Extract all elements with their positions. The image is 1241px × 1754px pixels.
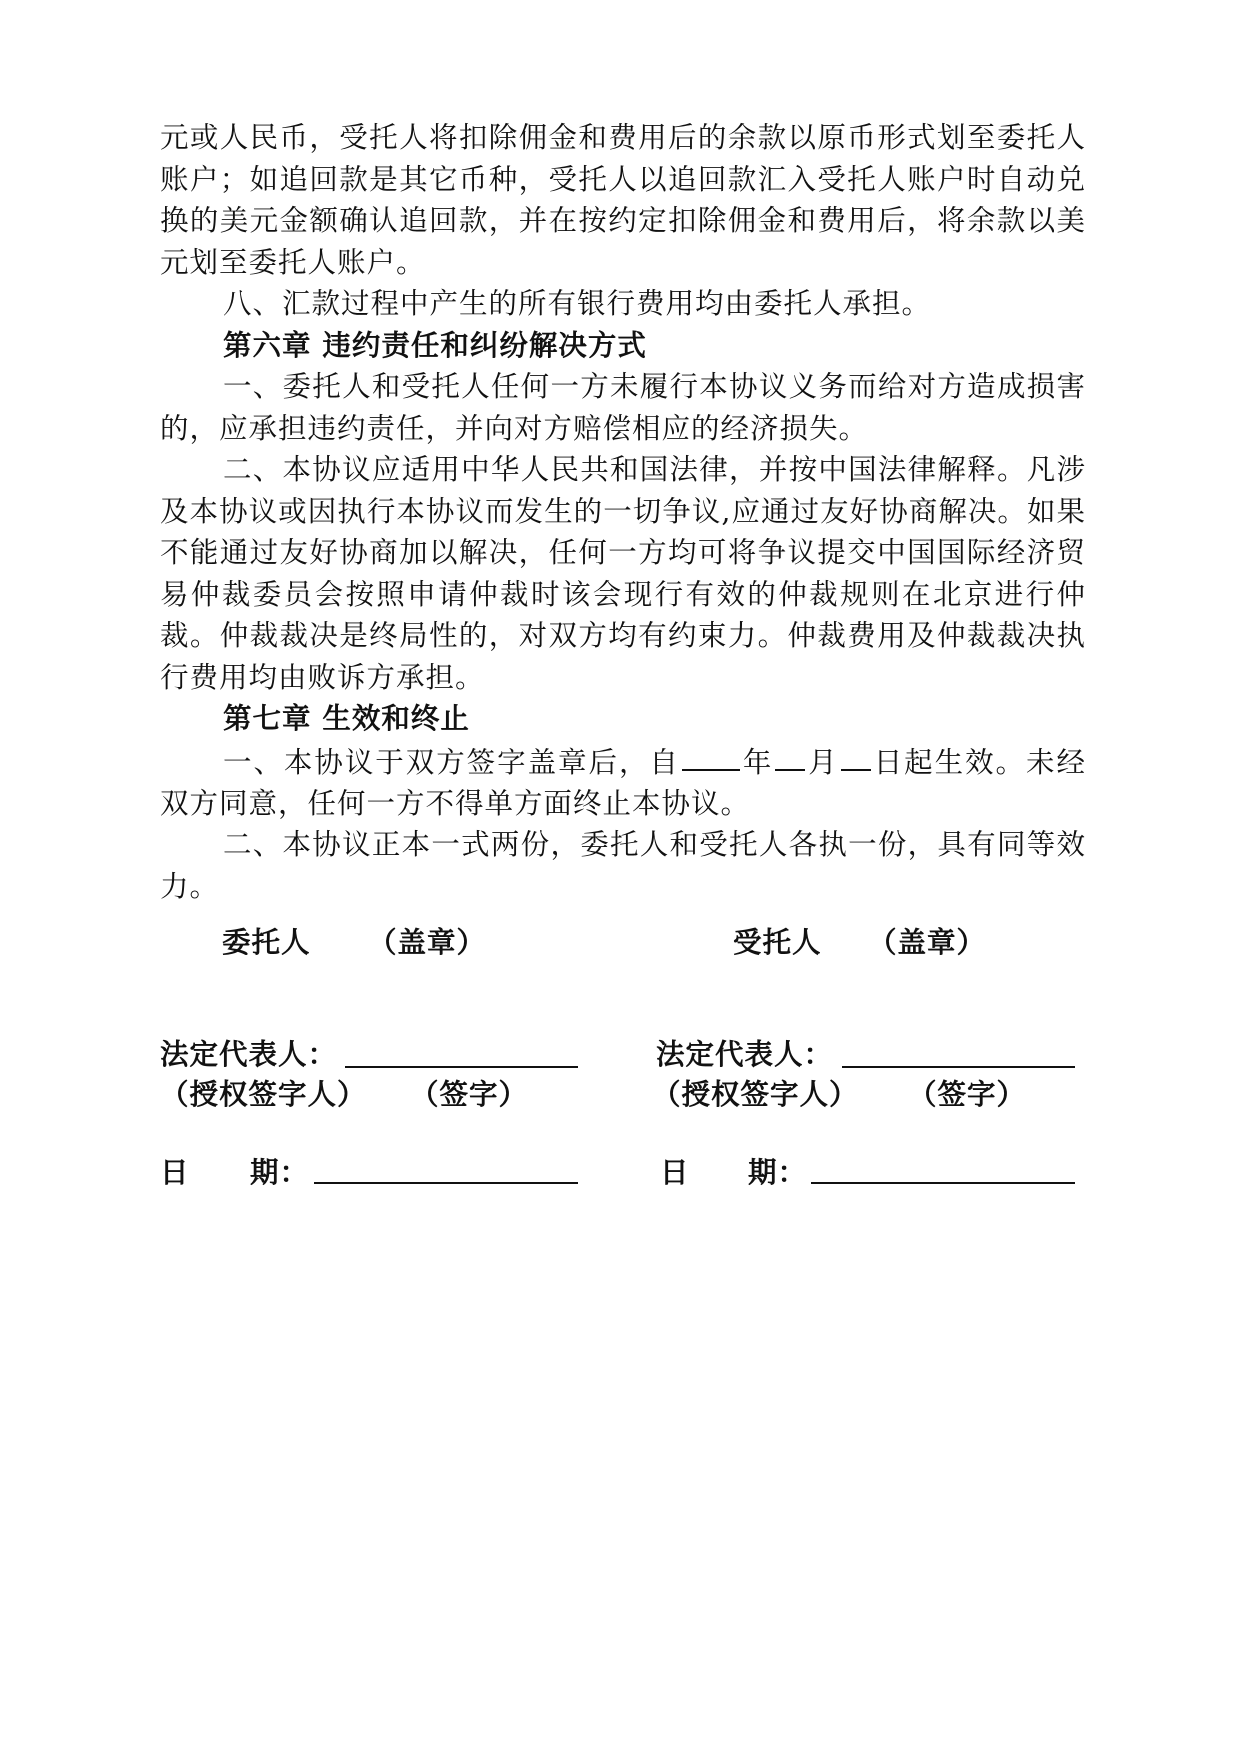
paragraph-governing-law: 二、本协议应适用中华人民共和国法律，并按中国法律解释。凡涉及本协议或因执行本协议而发生的一切争议,应通过友好协商解决。如果不能通过友好协商加以解决，任何一方均可将争议提交中国国际经济贸易仲裁委员会按照申请仲裁时该会现行有效的仲裁规则在北京进行仲裁。仲裁裁决是终局性的，对双方均有约束力。仲裁费用及仲裁裁决执行费用均由败诉方承担。 [160, 453, 1086, 694]
agent-date-label-ri: 日 [660, 1155, 690, 1189]
chapter-7-heading: 第七章 生效和终止 [223, 701, 470, 735]
agent-date-label-qi: 期： [748, 1155, 808, 1189]
agent-label: 受托人 [733, 925, 822, 959]
principal-rep-signature-line[interactable] [345, 1066, 578, 1068]
principal-seal-note: （盖章） [368, 925, 487, 959]
agent-authorized-signatory: （授权签字人） [652, 1077, 859, 1111]
month-blank[interactable] [775, 740, 805, 772]
agent-date-line[interactable] [811, 1182, 1075, 1184]
year-label: 年 [741, 745, 774, 779]
principal-rep-label: 法定代表人： [160, 1037, 338, 1071]
principal-label: 委托人 [222, 925, 311, 959]
effective-suffix: 日起生效。未经双方同意，任何一方不得单方面终止本协议。 [160, 745, 1086, 820]
effective-prefix: 一、本协议于双方签字盖章后，自 [223, 745, 680, 779]
principal-date-label-qi: 期： [250, 1155, 310, 1189]
month-label: 月 [807, 745, 839, 779]
principal-sign-note: （签字） [410, 1077, 529, 1111]
principal-date-label-ri: 日 [160, 1155, 190, 1189]
agent-rep-signature-line[interactable] [842, 1066, 1075, 1068]
agent-sign-note: （签字） [908, 1077, 1027, 1111]
chapter-6-heading: 第六章 违约责任和纠纷解决方式 [223, 327, 647, 362]
agreement-body [160, 117, 1086, 907]
principal-date-line[interactable] [314, 1182, 578, 1184]
paragraph-remittance-currency: 元或人民币，受托人将扣除佣金和费用后的余款以原币形式划至委托人账户；如追回款是其它币种，受托人以追回款汇入受托人账户时自动兑换的美元金额确认追回款，并在按约定扣除佣金和费用后，将余款以美元划至委托人账户。 [160, 121, 1086, 279]
agent-rep-label: 法定代表人： [656, 1037, 834, 1071]
year-blank[interactable] [682, 740, 740, 772]
paragraph-copies: 二、本协议正本一式两份，委托人和受托人各执一份，具有同等效力。 [160, 828, 1086, 903]
paragraph-breach-liability: 一、委托人和受托人任何一方未履行本协议义务而给对方造成损害的，应承担违约责任，并向对方赔偿相应的经济损失。 [160, 370, 1086, 445]
day-blank[interactable] [841, 740, 871, 772]
principal-authorized-signatory: （授权签字人） [160, 1077, 367, 1111]
paragraph-bank-fees: 八、汇款过程中产生的所有银行费用均由委托人承担。 [223, 287, 932, 320]
agent-seal-note: （盖章） [868, 925, 987, 959]
paragraph-effective-date [160, 740, 1086, 825]
